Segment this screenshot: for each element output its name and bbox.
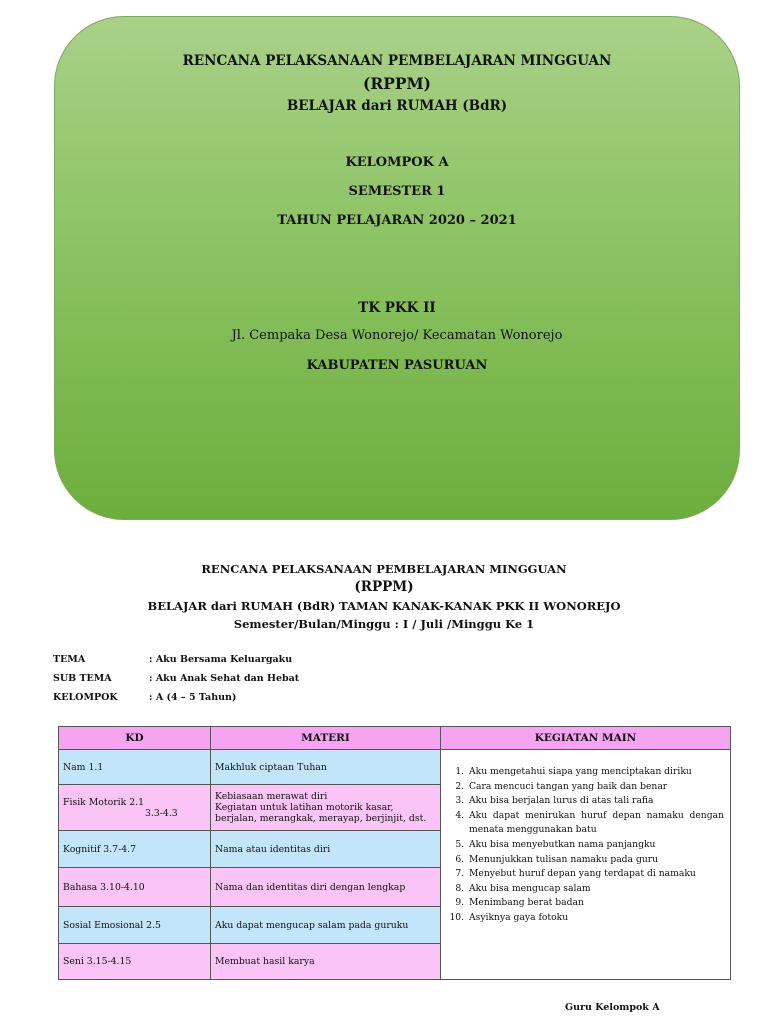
list-item: 8. Aku bisa mengucap salam bbox=[467, 882, 724, 897]
tema-value: : Aku Bersama Keluargaku bbox=[149, 654, 293, 665]
list-item: 6. Menunjukkan tulisan namaku pada guru bbox=[467, 853, 724, 868]
materi-line: Kebiasaan merawat diri bbox=[215, 791, 328, 802]
cover-abbr: (RPPM) bbox=[362, 74, 432, 93]
materi-cell: Nama dan identitas diri dengan lengkap bbox=[211, 868, 441, 907]
kd-line: Fisik Motorik 2.1 bbox=[63, 796, 144, 808]
kegiatan-cell bbox=[441, 750, 731, 980]
list-item: 7. Menyebut huruf depan yang terdapat di namaku bbox=[467, 867, 724, 882]
list-item: 10. Asyiknya gaya fotoku bbox=[467, 911, 724, 926]
cover-subtitle: BELAJAR dari RUMAH (BdR) bbox=[286, 98, 508, 114]
list-item: 2. Cara mencuci tangan yang baik dan benar bbox=[467, 780, 724, 795]
cover-group: KELOMPOK A bbox=[345, 155, 449, 170]
kd-cell: Kognitif 3.7-4.7 bbox=[59, 831, 211, 868]
materi-cell: Makhluk ciptaan Tuhan bbox=[211, 750, 441, 785]
kelompok-label: KELOMPOK bbox=[53, 692, 118, 703]
doc-abbr: (RPPM) bbox=[354, 579, 414, 595]
rppm-table bbox=[58, 726, 731, 980]
table-header-row bbox=[59, 727, 731, 750]
doc-period: Semester/Bulan/Minggu : I / Juli /Minggu Ke 1 bbox=[233, 617, 535, 631]
header-materi: MATERI bbox=[211, 727, 441, 750]
doc-subtitle: BELAJAR dari RUMAH (BdR) TAMAN KANAK-KANAK PKK II WONOREJO bbox=[147, 599, 621, 613]
kd-cell bbox=[59, 785, 211, 831]
materi-cell bbox=[211, 785, 441, 831]
kd-cell: Bahasa 3.10-4.10 bbox=[59, 868, 211, 907]
cover-address: Jl. Cempaka Desa Wonorejo/ Kecamatan Wonorejo bbox=[231, 328, 563, 343]
cover-box bbox=[54, 16, 740, 520]
cover-year: TAHUN PELAJARAN 2020 – 2021 bbox=[277, 213, 517, 228]
header-kegiatan: KEGIATAN MAIN bbox=[441, 727, 731, 750]
doc-title: RENCANA PELAKSANAAN PEMBELAJARAN MINGGUAN bbox=[201, 562, 567, 576]
kd-subline: 3.3-4.3 bbox=[145, 807, 178, 819]
cover-semester: SEMESTER 1 bbox=[348, 184, 446, 199]
list-item: 1. Aku mengetahui siapa yang menciptakan diriku bbox=[467, 765, 724, 780]
tema-label: TEMA bbox=[53, 654, 86, 665]
list-item: 9. Menimbang berat badan bbox=[467, 896, 724, 911]
cover-school: TK PKK II bbox=[358, 300, 436, 316]
subtema-label: SUB TEMA bbox=[53, 673, 112, 684]
kegiatan-list bbox=[445, 765, 724, 926]
kd-cell: Seni 3.15-4.15 bbox=[59, 944, 211, 980]
cover-regency: KABUPATEN PASURUAN bbox=[306, 358, 488, 373]
kd-cell: Nam 1.1 bbox=[59, 750, 211, 785]
kd-cell: Sosial Emosional 2.5 bbox=[59, 907, 211, 944]
table-row bbox=[59, 750, 731, 785]
subtema-value: : Aku Anak Sehat dan Hebat bbox=[149, 673, 300, 684]
list-item: 3. Aku bisa berjalan lurus di atas tali rafia bbox=[467, 794, 724, 809]
materi-cell: Membuat hasil karya bbox=[211, 944, 441, 980]
list-item: 5. Aku bisa menyebutkan nama panjangku bbox=[467, 838, 724, 853]
kelompok-value: : A (4 – 5 Tahun) bbox=[149, 692, 237, 703]
materi-cell: Nama atau identitas diri bbox=[211, 831, 441, 868]
header-kd: KD bbox=[59, 727, 211, 750]
cover-title: RENCANA PELAKSANAAN PEMBELAJARAN MINGGUAN bbox=[182, 53, 612, 69]
materi-cell: Aku dapat mengucap salam pada guruku bbox=[211, 907, 441, 944]
materi-line: Kegiatan untuk latihan motorik kasar, berjalan, merangkak, merayap, berjinjit, dst. bbox=[215, 802, 427, 824]
list-item: 4. Aku dapat menirukan huruf depan namaku dengan menata menggunakan batu bbox=[467, 809, 724, 838]
signature-label: Guru Kelompok A bbox=[565, 1002, 660, 1013]
